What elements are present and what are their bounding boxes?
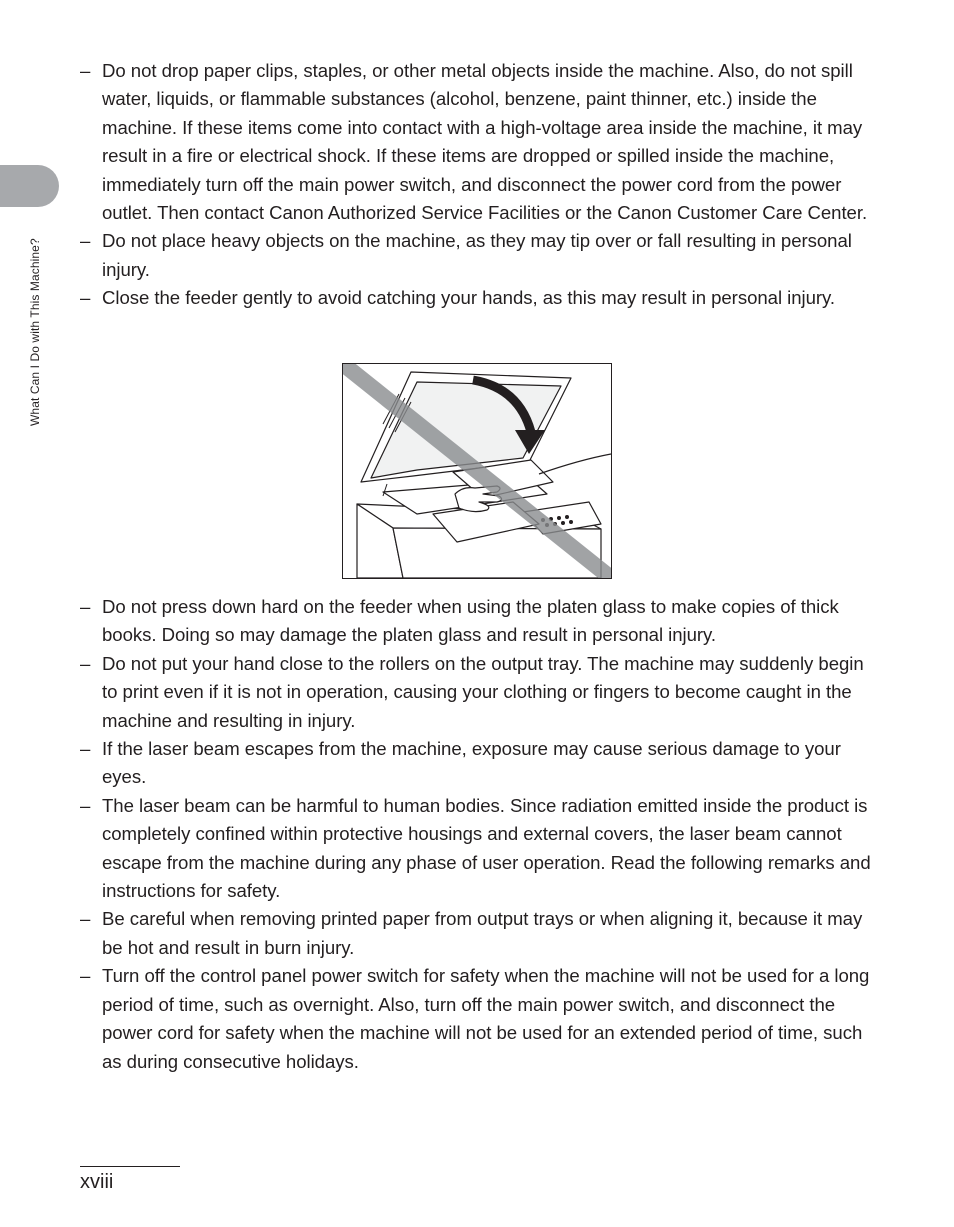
warning-text: Be careful when removing printed paper from output trays or when aligning it, because it may be hot and result in burn injury. [102,908,863,958]
warning-item [80,905,880,962]
bullet-dash: – [80,230,91,252]
warning-text: Turn off the control panel power switch for safety when the machine will not be used for a long period of time, such as overnight. Also, turn off the main power switch, and disconnect the power cord for safety when the machine will not be used for an extended period of time, such as during consecutive holidays. [102,965,870,1072]
bullet-dash: – [80,794,91,816]
warning-item [80,57,880,227]
bullet-dash: – [80,908,91,930]
bullet-dash: – [80,738,91,760]
warning-text: Do not put your hand close to the rollers on the output tray. The machine may suddenly begin to print even if it is not in operation, causing your clothing or fingers to become caught in the machine and resulting in injury. [102,652,864,731]
warning-item [80,227,880,284]
warning-text: The laser beam can be harmful to human bodies. Since radiation emitted inside the product is completely confined within protective housings and external covers, the laser beam cannot escape from the machine during any phase of user operation. Read the following remarks and instructions for safety. [102,794,871,902]
warning-text: If the laser beam escapes from the machine, exposure may cause serious damage to your eyes. [102,738,841,788]
warning-text: Do not drop paper clips, staples, or other metal objects inside the machine. Also, do not spill water, liquids, or flammable substances (alcohol, benzene, paint thinner, etc.) inside the machine. If these items come into contact with a high-voltage area inside the machine, it may result in a fire or electrical shock. If these items are dropped or spilled inside the machine, immediately turn off the main power switch, and disconnect the power cord from the power outlet. Then contact Canon Authorized Service Facilities or the Canon Customer Care Center. [102,60,868,224]
warning-item [80,593,880,650]
bullet-dash: – [80,965,91,987]
warning-item [80,735,880,792]
warning-text: Close the feeder gently to avoid catching your hands, as this may result in personal injury. [102,287,836,309]
bullet-dash: – [80,596,91,617]
chapter-tab [0,165,59,207]
feeder-closing-on-hand-prohibited-icon [342,363,612,579]
bullet-dash: – [80,60,91,81]
chapter-tab-label: What Can I Do with This Machine? [28,238,42,426]
warning-item [80,284,880,312]
footer-rule [80,1166,180,1167]
bullet-dash: – [80,652,91,674]
warning-list-bottom [80,593,880,1076]
bullet-dash: – [80,287,91,309]
warning-item [80,792,880,906]
page-number: xviii [80,1171,114,1193]
warning-item [80,962,880,1076]
warning-text: Do not place heavy objects on the machine, as they may tip over or fall resulting in personal injury. [102,230,852,280]
warning-text: Do not press down hard on the feeder when using the platen glass to make copies of thick books. Doing so may damage the platen glass and result in personal injury. [102,596,839,646]
warning-list-top [80,57,880,313]
warning-item [80,650,880,735]
